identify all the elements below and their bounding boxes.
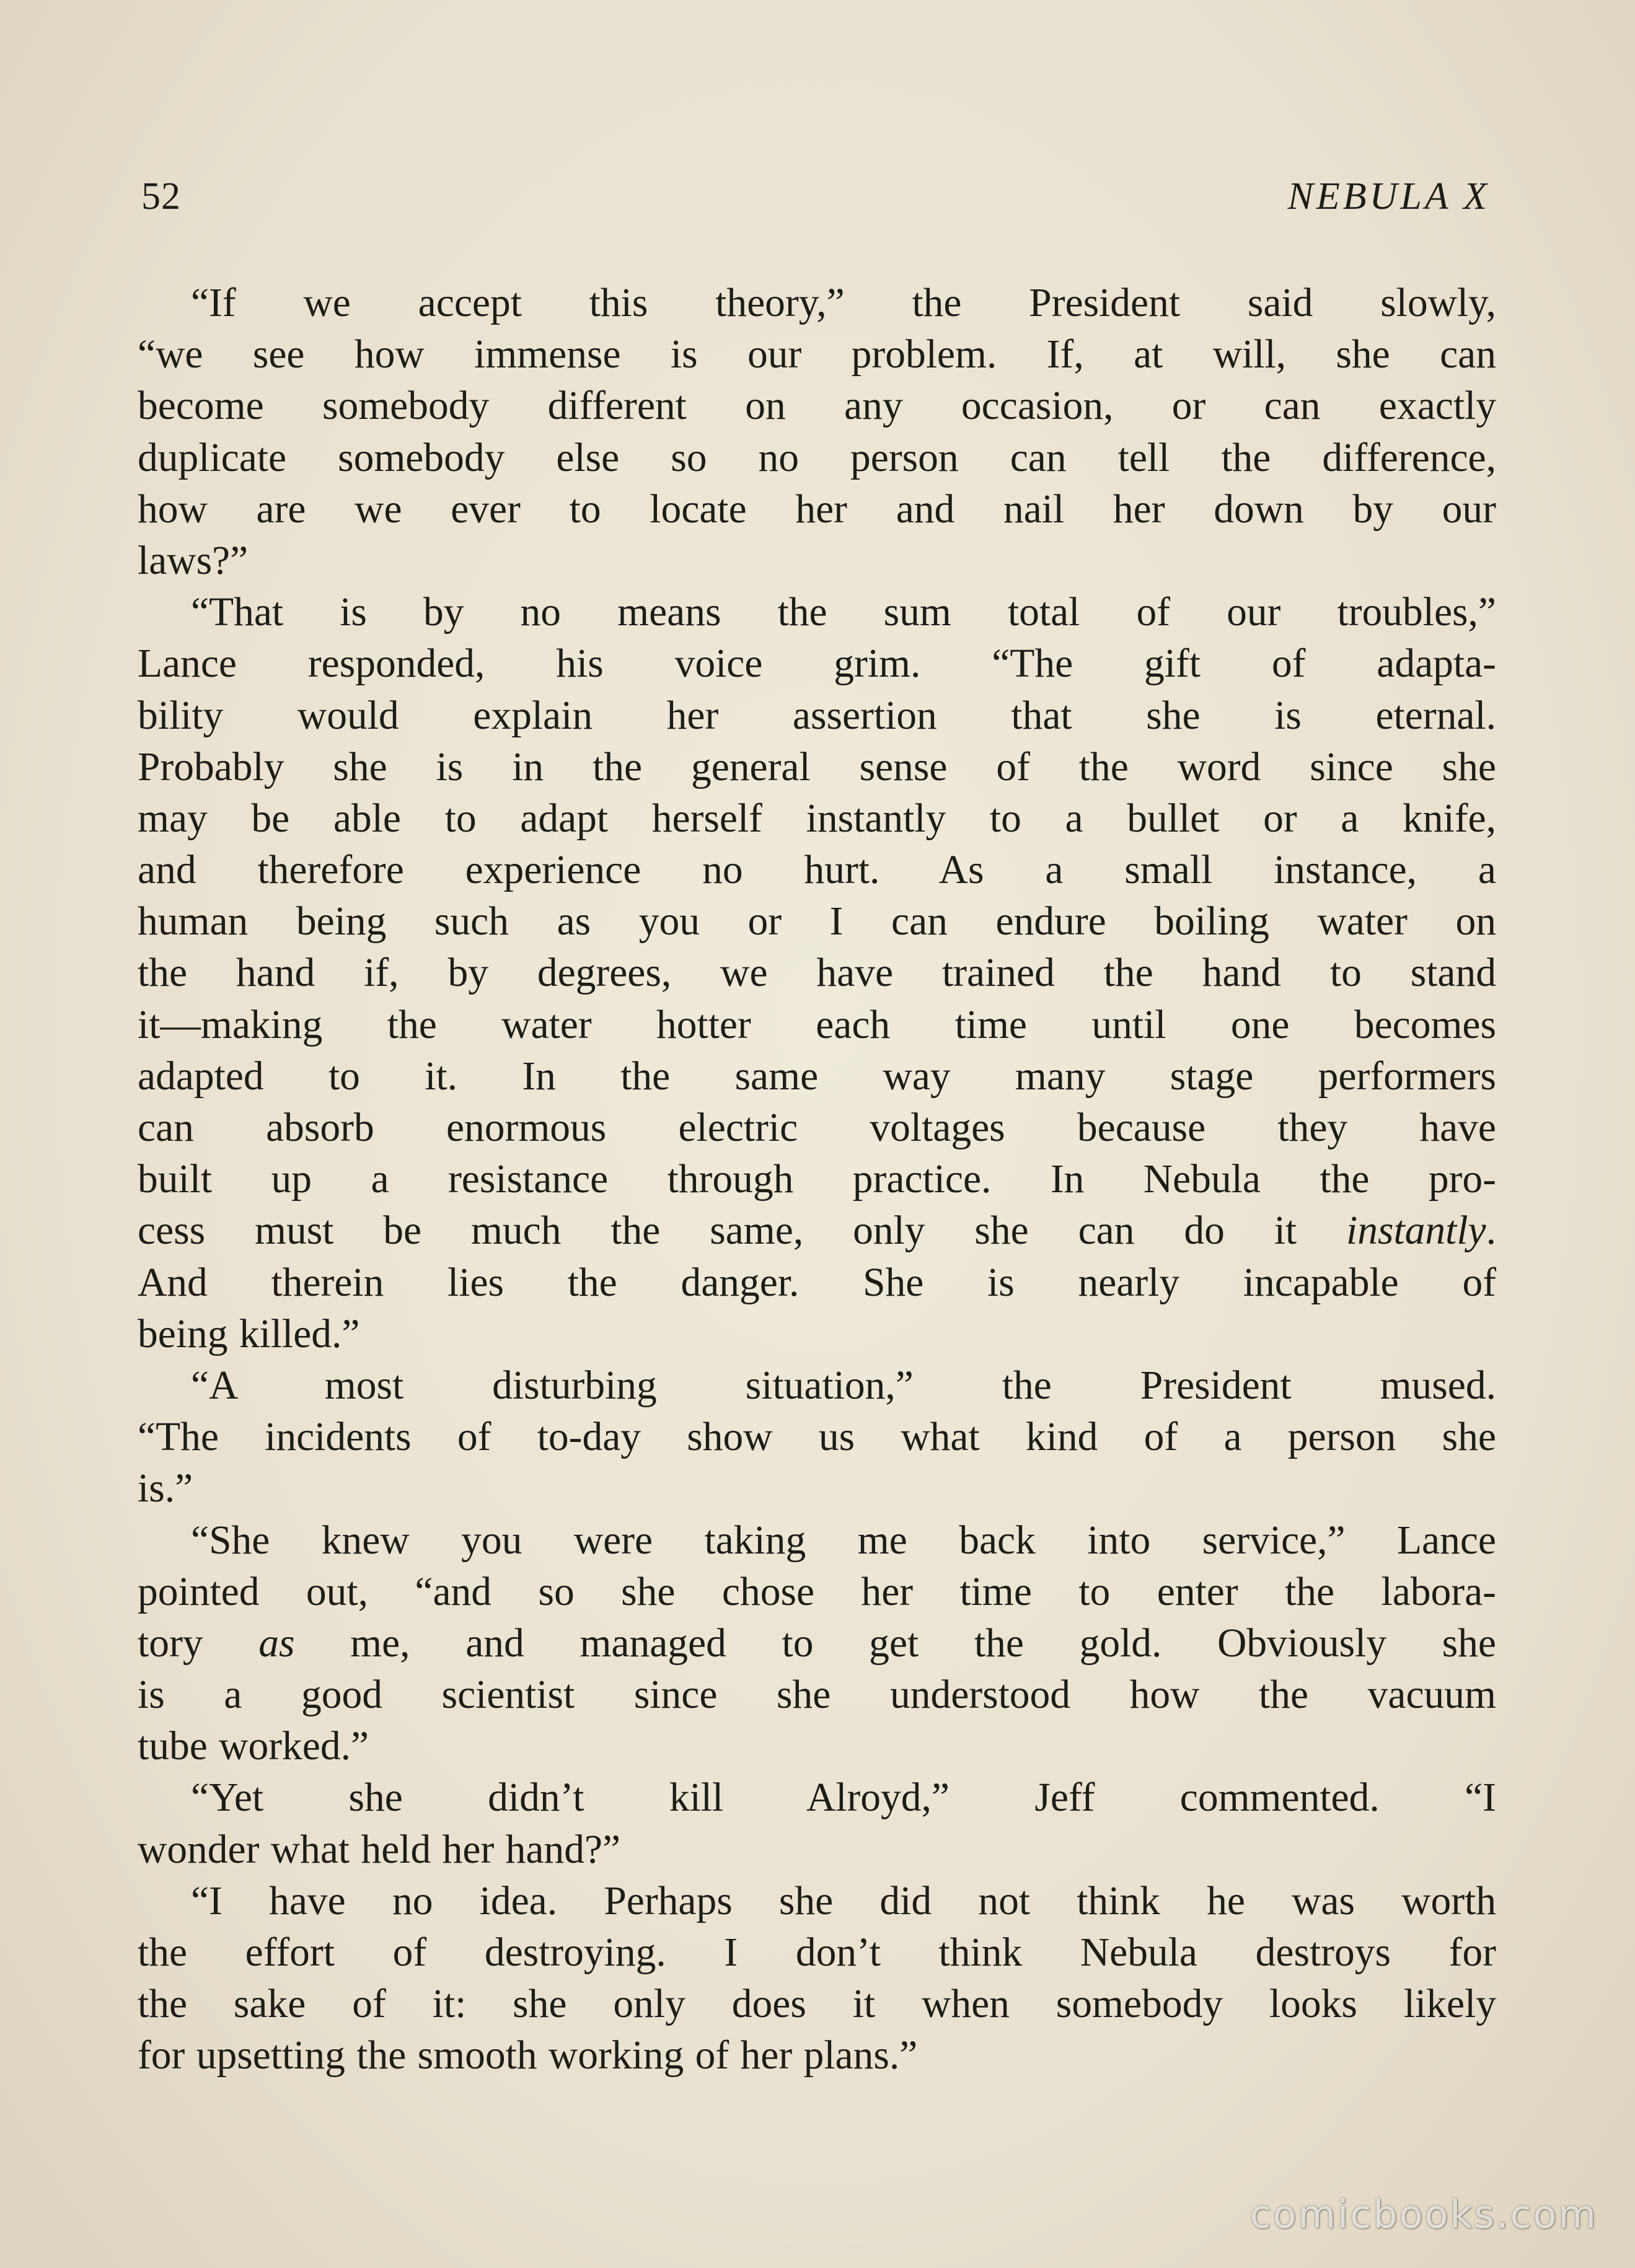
body-text — [138, 278, 1496, 2082]
text-line: the sake of it: she only does it when somebody looks likely — [138, 1982, 1496, 2027]
text-line: can absorb enormous electric voltages because they have — [138, 1105, 1496, 1150]
text-line: “The incidents of to-day show us what kind of a person she — [138, 1415, 1496, 1460]
text-line: and therefore experience no hurt. As a small instance, a — [138, 848, 1496, 893]
text-line: laws?” — [138, 538, 249, 583]
text-line: bility would explain her assertion that she is eternal. — [138, 693, 1496, 738]
text-line: may be able to adapt herself instantly to a bullet or a knife, — [138, 796, 1496, 841]
text-line: “Yet she didn’t kill Alroyd,” Jeff commented. “I — [191, 1775, 1496, 1821]
text-line: tube worked.” — [138, 1724, 369, 1769]
text-line: is a good scientist since she understood how the vacuum — [138, 1672, 1496, 1718]
text-line: the hand if, by degrees, we have trained the hand to stand — [138, 951, 1496, 996]
text-line: “She knew you were taking me back into service,” Lance — [191, 1518, 1496, 1563]
text-line: “I have no idea. Perhaps she did not think he was worth — [191, 1878, 1496, 1923]
text-line: being killed.” — [138, 1311, 360, 1356]
text-line: “That is by no means the sum total of our troubles,” — [191, 590, 1496, 635]
page-number: 52 — [141, 175, 181, 218]
watermark: comicbooks.com — [1249, 2192, 1598, 2237]
text-line: built up a resistance through practice. In Nebula the pro- — [138, 1157, 1496, 1202]
text-line: pointed out, “and so she chose her time to enter the labora- — [138, 1569, 1496, 1614]
text-line: human being such as you or I can endure boiling water on — [138, 899, 1496, 944]
page-header — [141, 175, 1490, 224]
text-line: how are we ever to locate her and nail her down by our — [138, 486, 1496, 532]
text-line: adapted to it. In the same way many stage performers — [138, 1053, 1496, 1099]
text-line: cess must be much the same, only she can do it instantly. — [138, 1208, 1496, 1254]
text-line: “we see how immense is our problem. If, at will, she can — [138, 332, 1496, 377]
text-line: wonder what held her hand?” — [138, 1827, 621, 1872]
text-line: become somebody different on any occasion, or can exactly — [138, 384, 1496, 429]
running-head: NEBULA X — [1287, 175, 1490, 218]
text-line: duplicate somebody else so no person can tell the difference, — [138, 435, 1496, 480]
text-line: for upsetting the smooth working of her plans.” — [138, 2033, 918, 2078]
text-line: is.” — [138, 1466, 193, 1511]
text-line: Lance responded, his voice grim. “The gift of adapta- — [138, 641, 1496, 687]
text-line: “If we accept this theory,” the President said slowly, — [191, 281, 1496, 325]
text-line: “A most disturbing situation,” the President mused. — [191, 1363, 1496, 1408]
text-line: And therein lies the danger. She is nearly incapable of — [138, 1260, 1496, 1305]
text-line: it—making the water hotter each time until one becomes — [138, 1002, 1496, 1047]
text-line: Probably she is in the general sense of the word since she — [138, 744, 1496, 789]
text-line: the effort of destroying. I don’t think Nebula destroys for — [138, 1930, 1496, 1975]
text-line: tory as me, and managed to get the gold. Obviously she — [138, 1620, 1496, 1666]
